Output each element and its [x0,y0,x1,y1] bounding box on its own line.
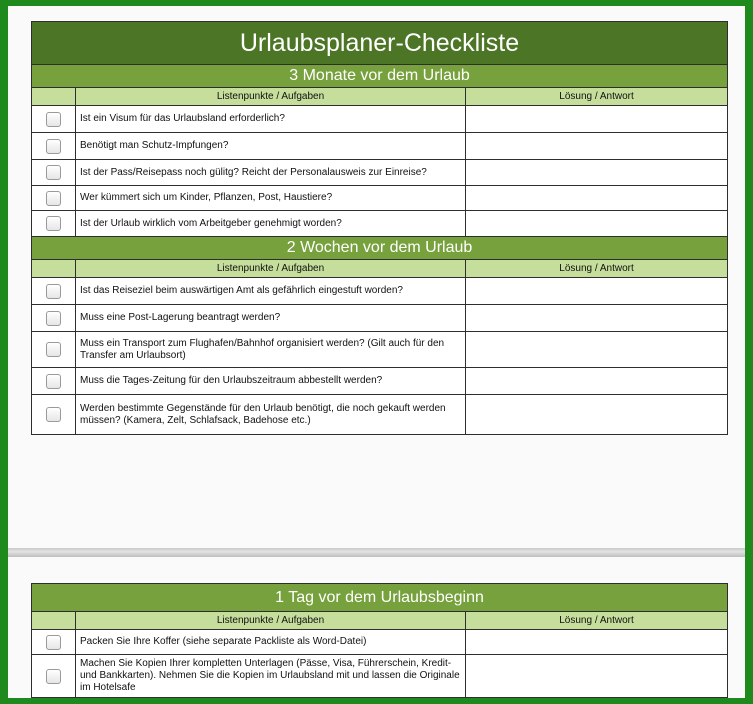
page-break [8,548,745,557]
table-row [32,332,728,368]
task-text: Ist das Reiseziel beim auswärtigen Amt als gefährlich eingestuft worden? [76,278,466,305]
page-2 [8,557,745,698]
table-row [32,305,728,332]
header-tasks: Listenpunkte / Aufgaben [76,260,466,278]
checkbox[interactable] [46,374,61,389]
document-frame [8,6,745,698]
answer-field[interactable] [466,368,728,395]
answer-field[interactable] [466,278,728,305]
checkbox[interactable] [46,311,61,326]
task-text: Ist der Pass/Reisepass noch gülitg? Reicht der Personalausweis zur Einreise? [76,160,466,186]
header-checkbox-cell [32,88,76,106]
checkbox[interactable] [46,139,61,154]
answer-field[interactable] [466,305,728,332]
table-row [32,106,728,133]
checkbox[interactable] [46,216,61,231]
answer-field[interactable] [466,630,728,655]
page-1 [8,6,745,548]
answer-field[interactable] [466,160,728,186]
header-checkbox-cell [32,612,76,630]
header-answer: Lösung / Antwort [466,260,728,278]
task-text: Werden bestimmte Gegenstände für den Urlaub benötigt, die noch gekauft werden müssen? (Kamera, Zelt, Schlafsack, Badehose etc.) [76,395,466,435]
table-row [32,211,728,237]
checkbox[interactable] [46,284,61,299]
answer-field[interactable] [466,106,728,133]
answer-field[interactable] [466,332,728,368]
table-row [32,160,728,186]
page-title: Urlaubsplaner-Checkliste [32,22,728,65]
section-heading-3-monate: 3 Monate vor dem Urlaub [32,65,728,88]
task-text: Ist der Urlaub wirklich vom Arbeitgeber genehmigt worden? [76,211,466,237]
task-text: Muss die Tages-Zeitung für den Urlaubszeitraum abbestellt werden? [76,368,466,395]
checkbox[interactable] [46,635,61,650]
task-text: Machen Sie Kopien Ihrer kompletten Unterlagen (Pässe, Visa, Führerschein, Kredit- und Bankkarten). Nehmen Sie die Kopien im Urlaubsland mit und lassen die Originale im Hotelsafe [76,655,466,698]
table-row [32,186,728,211]
checklist-table-2 [31,583,728,698]
table-row [32,368,728,395]
header-tasks: Listenpunkte / Aufgaben [76,88,466,106]
answer-field[interactable] [466,395,728,435]
checkbox[interactable] [46,112,61,127]
table-row [32,655,728,698]
checklist-table-1 [31,21,728,435]
header-checkbox-cell [32,260,76,278]
header-answer: Lösung / Antwort [466,88,728,106]
table-row [32,278,728,305]
header-tasks: Listenpunkte / Aufgaben [76,612,466,630]
checkbox[interactable] [46,165,61,180]
answer-field[interactable] [466,211,728,237]
task-text: Wer kümmert sich um Kinder, Pflanzen, Post, Haustiere? [76,186,466,211]
section-heading-2-wochen: 2 Wochen vor dem Urlaub [32,237,728,260]
task-text: Muss eine Post-Lagerung beantragt werden? [76,305,466,332]
checkbox[interactable] [46,342,61,357]
answer-field[interactable] [466,186,728,211]
table-row [32,630,728,655]
checkbox[interactable] [46,191,61,206]
answer-field[interactable] [466,133,728,160]
task-text: Benötigt man Schutz-Impfungen? [76,133,466,160]
task-text: Ist ein Visum für das Urlaubsland erforderlich? [76,106,466,133]
checkbox[interactable] [46,407,61,422]
section-heading-1-tag: 1 Tag vor dem Urlaubsbeginn [32,584,728,612]
table-row [32,133,728,160]
task-text: Packen Sie Ihre Koffer (siehe separate Packliste als Word-Datei) [76,630,466,655]
task-text: Muss ein Transport zum Flughafen/Bahnhof organisiert werden? (Gilt auch für den Transfer am Urlaubsort) [76,332,466,368]
table-row [32,395,728,435]
answer-field[interactable] [466,655,728,698]
checkbox[interactable] [46,669,61,684]
header-answer: Lösung / Antwort [466,612,728,630]
